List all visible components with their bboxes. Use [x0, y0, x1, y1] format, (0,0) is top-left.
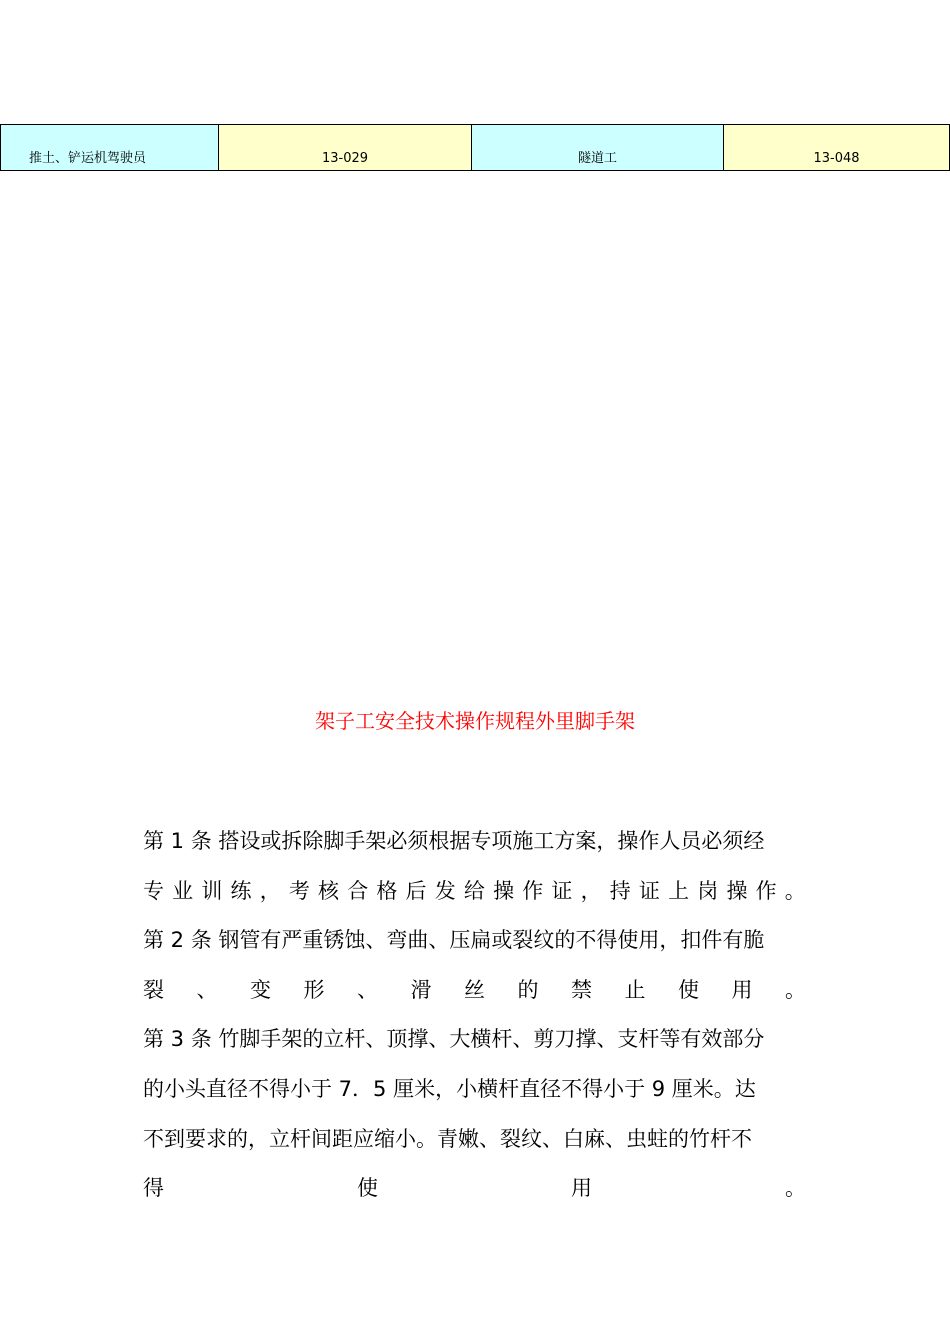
job-name-cell: 隧道工 [472, 125, 724, 171]
body-char: 丝 [464, 977, 485, 1002]
body-char: 练 [230, 878, 252, 903]
body-char: 核 [318, 878, 340, 903]
body-char: 格 [376, 878, 398, 903]
body-char: 变 [250, 977, 271, 1002]
body-char: 证 [638, 878, 660, 903]
body-char: 专 [143, 878, 164, 903]
body-char: 持 [609, 878, 631, 903]
body-char: 形 [303, 977, 325, 1002]
body-char: 滑 [410, 977, 432, 1002]
body-char: 后 [405, 878, 427, 903]
job-code-cell: 13-029 [219, 125, 472, 171]
body-char: ， [259, 878, 281, 903]
body-char: 得 [143, 1176, 164, 1201]
body-line-justified [143, 966, 806, 1016]
body-char: 合 [347, 878, 369, 903]
body-char: 考 [288, 878, 310, 903]
body-char: 用 [571, 1176, 592, 1201]
body-char: 、 [357, 977, 378, 1002]
body-char: 操 [726, 878, 748, 903]
body-char: 业 [172, 878, 194, 903]
body-char: 证 [551, 878, 573, 903]
article-body [143, 817, 806, 1214]
body-char: 上 [668, 878, 690, 903]
body-char: 。 [784, 878, 806, 903]
body-char: 训 [201, 878, 223, 903]
body-char: 止 [624, 977, 646, 1002]
body-line: 的小头直径不得小于 7．5 厘米，小横杆直径不得小于 9 厘米。达 [143, 1076, 756, 1101]
body-line: 第 2 条 钢管有严重锈蚀、弯曲、压扁或裂纹的不得使用，扣件有脆 [143, 928, 765, 953]
body-line-justified [143, 1164, 806, 1214]
document-title: 架子工安全技术操作规程外里脚手架 [315, 709, 635, 733]
body-line: 不到要求的，立杆间距应缩小。青嫩、裂纹、白麻、虫蛀的竹杆不 [143, 1126, 752, 1151]
body-char: 裂 [143, 977, 164, 1002]
body-char: 。 [785, 1176, 806, 1201]
occupation-code-table [0, 124, 950, 171]
body-char: 、 [196, 977, 218, 1002]
body-char: 使 [357, 1176, 378, 1201]
body-char: 。 [785, 977, 806, 1002]
body-line-justified [143, 867, 806, 917]
body-char: 禁 [571, 977, 592, 1002]
body-char: 作 [522, 878, 544, 903]
table-row [1, 125, 950, 171]
body-char: 岗 [697, 878, 719, 903]
job-code-cell: 13-048 [724, 125, 950, 171]
job-name-cell: 推土、铲运机驾驶员 [1, 125, 219, 171]
body-char: 作 [755, 878, 777, 903]
body-char: 用 [731, 977, 753, 1002]
body-char: 使 [678, 977, 699, 1002]
body-line: 第 3 条 竹脚手架的立杆、顶撑、大横杆、剪刀撑、支杆等有效部分 [143, 1027, 765, 1052]
body-char: 给 [463, 878, 485, 903]
body-char: 的 [517, 977, 539, 1002]
body-line: 第 1 条 搭设或拆除脚手架必须根据专项施工方案，操作人员必须经 [143, 829, 765, 853]
body-char: 操 [493, 878, 515, 903]
body-char: ， [580, 878, 602, 903]
body-char: 发 [434, 878, 456, 903]
